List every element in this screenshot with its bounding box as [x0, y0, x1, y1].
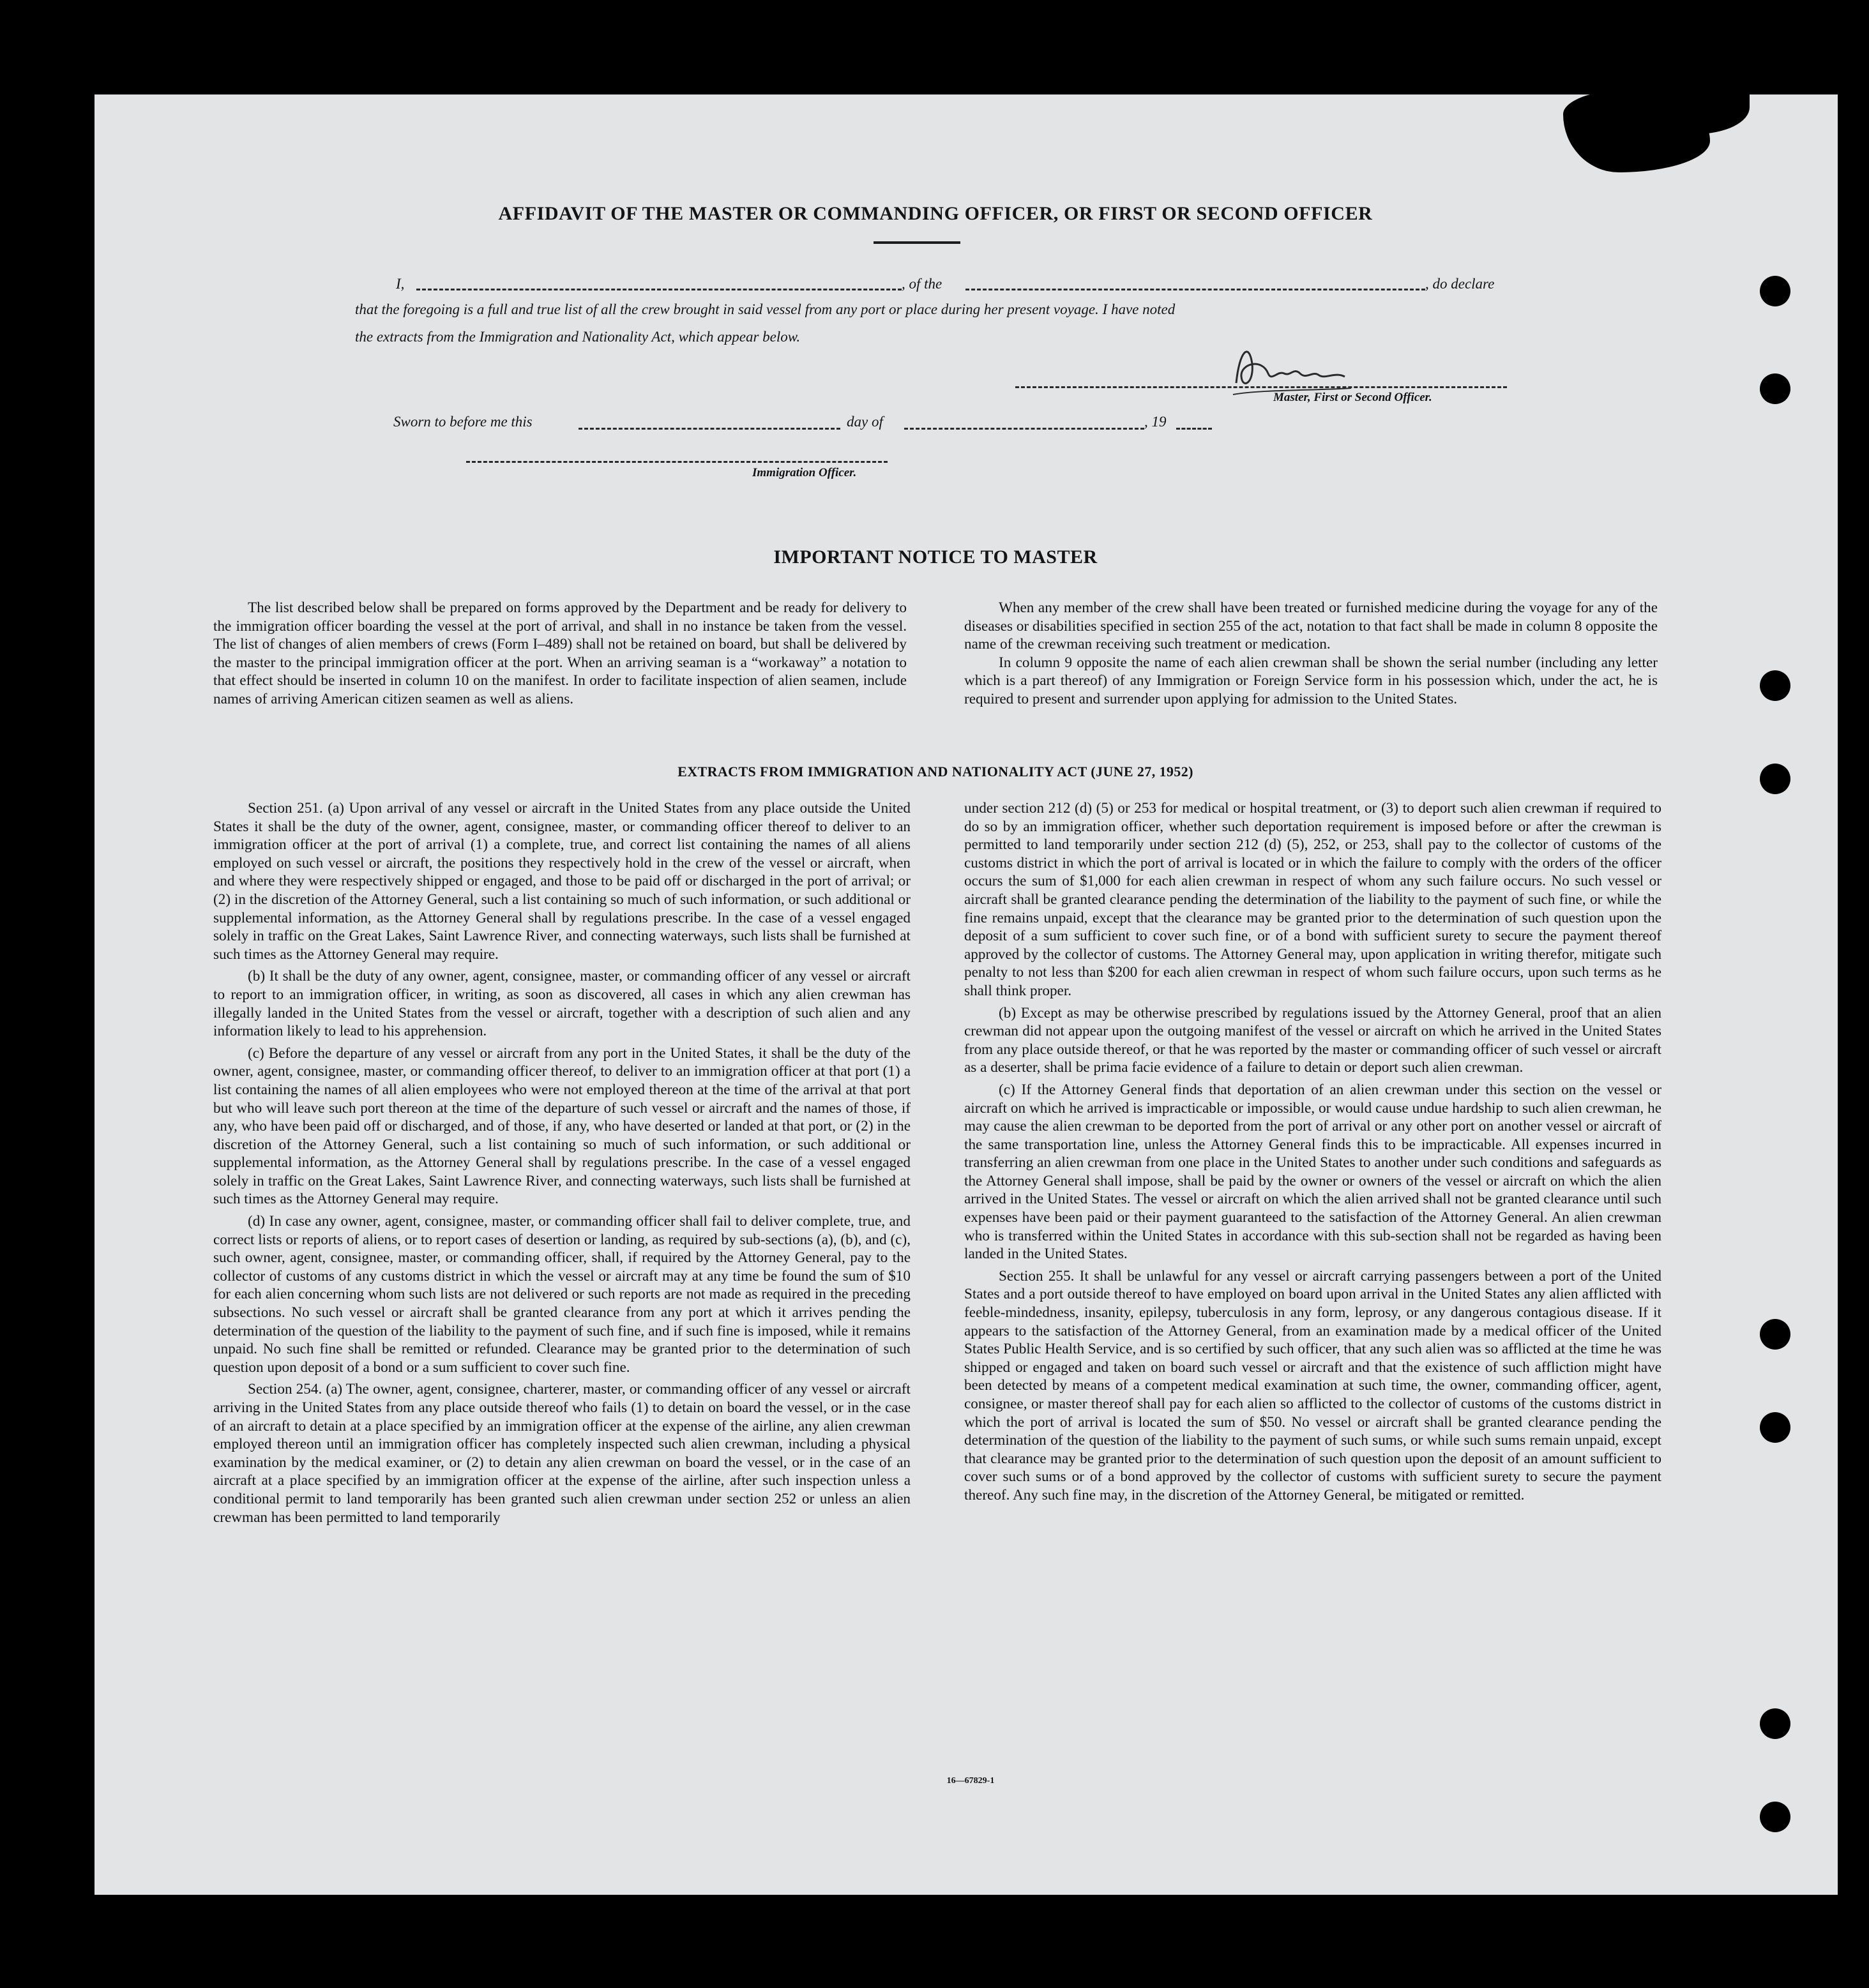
form-number: 16—67829-1: [946, 1776, 995, 1786]
punch-hole: [1760, 1802, 1790, 1832]
section-254-b: (b) Except as may be otherwise prescribed by regulations issued by the Attorney General, proof that an alien crewman did not appear upon the outgoing manifest of the vessel or aircraft on which he arrived in the United States from any place outside thereof, or that he was reported by the master or commanding officer of such vessel or aircraft as a deserter, shall be prima facie evidence of a failure to detain or deport such alien crewman.: [964, 1004, 1661, 1076]
notice-right-column: [964, 599, 1658, 709]
notice-left-column: [213, 599, 907, 709]
notice-paragraph: The list described below shall be prepared on forms approved by the Department and be ready for delivery to the immigration officer boarding the vessel at the port of arrival, and shall in no instance be taken from the vessel. The list of changes of alien members of crews (Form I–489) shall not be retained on board, but shall be delivered by the master to the principal immigration officer at the port. When an arriving seaman is a “workaway” a notation to that effect should be inserted in column 10 on the manifest. In order to facilitate inspection of alien seamen, include names of arriving American citizen seamen as well as aliens.: [213, 599, 907, 707]
affidavit-i: I,: [396, 276, 405, 292]
section-251-a: Section 251. (a) Upon arrival of any vessel or aircraft in the United States from any place outside the United States it shall be the duty of the owner, agent, consignee, master, or commanding officer thereof to deliver to an immigration officer at the port of arrival (1) a complete, true, and correct list containing the names of all aliens employed on such vessel or aircraft, the positions they respectively hold in the crew of the vessel or aircraft, when and where they were respectively shipped or engaged, and those to be paid off or discharged in the port of arrival; or (2) in the discretion of the Attorney General, such a list containing so much of such information, or such additional or supplemental information, as the Attorney General shall by regulations prescribe. In the case of a vessel engaged solely in traffic on the Great Lakes, Saint Lawrence River, and connecting waterways, such lists shall be furnished at such times as the Attorney General may require.: [213, 800, 911, 963]
punch-hole: [1760, 1319, 1790, 1350]
title-rule: [874, 241, 960, 244]
affidavit-statement: that the foregoing is a full and true list of all the crew brought in said vessel from any port or place during her present voyage. I have noted: [355, 301, 1176, 317]
extracts-right-column: [964, 799, 1661, 1509]
notice-paragraph: In column 9 opposite the name of each alien crewman shall be shown the serial number (including any letter which is a part thereof) of any Immigration or Foreign Service form in his possession which, under the act, he is required to present and surrender upon applying for admission to the United States.: [964, 654, 1658, 707]
officer-caption: Immigration Officer.: [752, 466, 857, 479]
signer-caption: Master, First or Second Officer.: [1273, 391, 1432, 404]
notice-paragraph: When any member of the crew shall have been treated or furnished medicine during the voyage for any of the diseases or disabilities specified in section 255 of the act, notation to that fact shall be made in column 8 opposite the name of the crewman receiving such treatment or medication.: [964, 599, 1658, 653]
sworn-year-field[interactable]: [1176, 428, 1212, 430]
section-254-a-cont: under section 212 (d) (5) or 253 for medical or hospital treatment, or (3) to deport such alien crewman if required to do so by an immigration officer, whether such deportation requirement is imposed before or after the crewman is permitted to land temporarily under section 212 (d) (5), 252, or 253, shall pay to the collector of customs of the customs district in which the port of arrival is located or in which the failure to comply with the orders of the officer occurs the sum of $1,000 for each alien crewman in respect of whom any such failure occurs. No such vessel or aircraft shall be granted clearance pending the determination of the liability to the payment of such fine, or while the fine remains unpaid, except that the clearance may be granted prior to the determination of such question upon the deposit of a sum sufficient to cover such fine, or of a bond with sufficient surety to secure the payment thereof approved by the collector of customs. The Attorney General may, upon application in writing therefor, mitigate such penalty to not less than $200 for each alien crewman in respect of whom such failure occurs, upon such terms as he shall think proper.: [964, 800, 1661, 999]
section-251-b: (b) It shall be the duty of any owner, agent, consignee, master, or commanding officer of any vessel or aircraft to report to an immigration officer, in writing, as soon as discovered, all cases in which any alien crewman has illegally landed in the United States from the vessel or aircraft, together with a description of such alien and any information likely to lead to his apprehension.: [213, 968, 911, 1040]
sworn-month-field[interactable]: [904, 428, 1144, 430]
handwritten-signature: [1223, 338, 1377, 396]
sworn-day-field[interactable]: [579, 428, 840, 430]
notice-title: IMPORTANT NOTICE TO MASTER: [773, 546, 1098, 568]
declarant-name-field[interactable]: [416, 289, 902, 290]
punch-hole: [1760, 764, 1790, 794]
affidavit-title: AFFIDAVIT OF THE MASTER OR COMMANDING OFFICER, OR FIRST OR SECOND OFFICER: [498, 203, 1373, 224]
affidavit-of-the: , of the: [902, 276, 942, 292]
section-254-a: Section 254. (a) The owner, agent, consignee, charterer, master, or commanding officer of any vessel or aircraft arriving in the United States from any place outside thereof who fails (1) to detain on board the vessel, or in the case of an aircraft to detain at a place specified by an immigration officer at the expense of the airline, any alien crewman employed thereon until an immigration officer has completely inspected such alien crewman, including a physical examination by the medical examiner, or (2) to detain any alien crewman on board the vessel, or in the case of an aircraft at a place specified by an immigration officer at the expense of the airline, after such inspection unless a conditional permit to land temporarily has been granted such alien crewman under section 252 or unless an alien crewman has been permitted to land temporarily: [213, 1381, 911, 1526]
punch-hole: [1760, 1412, 1790, 1443]
immigration-officer-signature-field[interactable]: [466, 461, 888, 463]
vessel-name-field[interactable]: [965, 289, 1425, 290]
affidavit-statement-cont: the extracts from the Immigration and Nationality Act, which appear below.: [355, 329, 801, 345]
sworn-text: Sworn to before me this: [393, 414, 533, 430]
punch-hole: [1760, 276, 1790, 306]
punch-hole: [1760, 1708, 1790, 1739]
section-251-c: (c) Before the departure of any vessel or aircraft from any port in the United States, it shall be the duty of the owner, agent, consignee, master, or commanding officer thereof, to deliver to an immigration officer at that port (1) a list containing the names of all alien employees who were not employed thereon at the time of the arrival at that port but who will leave such port thereon at the time of the departure of such vessel or aircraft and the names of those, if any, who have been paid off or discharged, and of those, if any, who have deserted or landed at that port, or (2) in the discretion of the Attorney General, such a list containing so much of such information, or such additional or supplemental information, as the Attorney General shall by regulations prescribe. In the case of a vessel engaged solely in traffic on the Great Lakes, Saint Lawrence River, and connecting waterways, such lists shall be furnished at such times as the Attorney General may require.: [213, 1044, 911, 1208]
extracts-title: EXTRACTS FROM IMMIGRATION AND NATIONALITY ACT (JUNE 27, 1952): [677, 764, 1193, 779]
section-251-d: (d) In case any owner, agent, consignee, master, or commanding officer shall fail to deliver complete, true, and correct lists or reports of aliens, or to report cases of desertion or landing, as required by sub-sections (a), (b), and (c), such owner, agent, consignee, master, or commanding officer, shall, if required by the Attorney General, pay to the collector of customs of any customs district in which the vessel or aircraft may at any time be found the sum of $10 for each alien concerning whom such lists are not delivered or such reports are not made as required in the preceding subsections. No such vessel or aircraft shall be granted clearance from any port at which it arrives pending the determination of the question of the liability to the payment of such fine, and if such fine is imposed, while it remains unpaid. No such fine shall be remitted or refunded. Clearance may be granted prior to the determination of such question upon deposit of a bond or a sum sufficient to cover such fine.: [213, 1213, 911, 1376]
section-254-c: (c) If the Attorney General finds that deportation of an alien crewman under this section on the vessel or aircraft on which he arrived is impracticable or impossible, or would cause undue hardship to such alien crewman, he may cause the alien crewman to be deported from the port of arrival or any other port on another vessel or aircraft of the same transportation line, unless the Attorney General finds this to be impracticable. All expenses incurred in transferring an alien crewman from one place in the United States to another under such conditions and safeguards as the Attorney General shall impose, shall be paid by the owner or owners of the vessel or aircraft on which the alien arrived in the United States. The vessel or aircraft on which the alien arrived shall not be granted clearance until such expenses have been paid or their payment guaranteed to the satisfaction of the Attorney General. An alien crewman who is transferred within the United States in accordance with this sub-section shall not be regarded as having been landed in the United States.: [964, 1081, 1661, 1263]
extracts-left-column: [213, 799, 911, 1530]
day-of-text: day of: [847, 414, 883, 430]
punch-hole: [1760, 373, 1790, 404]
year-prefix: , 19: [1144, 414, 1167, 430]
affidavit-declare: , do declare: [1425, 276, 1495, 292]
section-255: Section 255. It shall be unlawful for any vessel or aircraft carrying passengers between a port of the United States and a port outside thereof to have employed on board upon arrival in the United States any alien afflicted with feeble-mindedness, insanity, epilepsy, tuberculosis in any form, leprosy, or any dangerous contagious disease. If it appears to the satisfaction of the Attorney General, from an examination made by a medical officer of the United States Public Health Service, and is so certified by such officer, that any such alien was so afflicted at the time he was shipped or engaged and taken on board such vessel or aircraft and that the existence of such affliction might have been detected by means of a competent medical examination at such time, the owner, commanding officer, agent, consignee, or master thereof shall pay for each alien so afflicted to the collector of customs of the customs district in which the port of arrival is located the sum of $50. No vessel or aircraft shall be granted clearance pending the determination of the question of the liability to the payment of such sums, or while such sums remain unpaid, except that clearance may be granted prior to the determination of such question upon the deposit of an amount sufficient to cover such sums or of a bond approved by the collector of customs with sufficient surety to secure the payment thereof. Any such fine may, in the discretion of the Attorney General, be mitigated or remitted.: [964, 1267, 1661, 1503]
punch-hole: [1760, 670, 1790, 701]
